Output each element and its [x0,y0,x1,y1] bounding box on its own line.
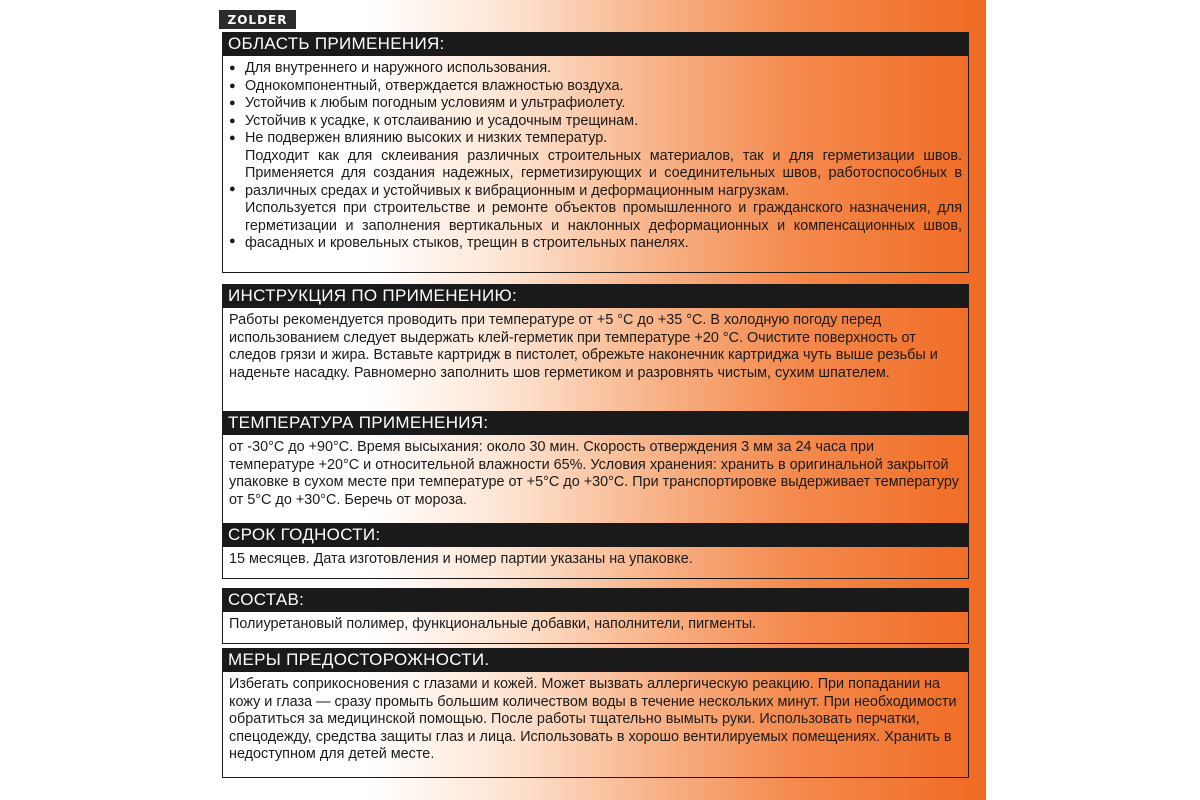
list-item: ● Для внутреннего и наружного использования. [229,60,962,78]
section-title: ТЕМПЕРАТУРА ПРИМЕНЕНИЯ: [222,411,969,435]
section-text: Полиуретановый полимер, функциональные добавки, наполнители, пигменты. [229,616,757,632]
section-body [222,672,969,778]
section-temperature [222,411,969,524]
list-item: ● Однокомпонентный, отверждается влажностью воздуха. [229,78,962,96]
section-body [222,612,969,644]
section-application-area [222,32,969,273]
section-text: Работы рекомендуется проводить при температуре от +5 °C до +35 °C. В холодную погоду перед использованием следует выдержать клей-герметик при температуре +20 °C. Очистите поверхность от следов грязи и жира. Вставьте картридж в пистолет, обрежьте наконечник картриджа чуть выше резьбы и наденьте насадку. Равномерно заполнить шов герметиком и разровнять чистым, сухим шпателем. [229,312,938,381]
list-item: ● Не подвержен влиянию высоких и низких температур. [229,130,962,148]
section-title: ИНСТРУКЦИЯ ПО ПРИМЕНЕНИЮ: [222,284,969,308]
section-body [222,547,969,579]
section-body [222,308,969,414]
section-title: МЕРЫ ПРЕДОСТОРОЖНОСТИ. [222,648,969,672]
brand-logo: ZOLDER [219,10,296,29]
section-text: Избегать соприкосновения с глазами и кожей. Может вызвать аллергическую реакцию. При попадании на кожу и глаза — сразу промыть большим количеством воды в течение нескольких минут. При необходимости обратиться за медицинской помощью. После работы тщательно вымыть руки. Использовать перчатки, спецодежду, средства защиты глаз и лица. Использовать в хорошо вентилируемых помещениях. Хранить в недоступном для детей месте. [229,676,957,762]
section-body [222,56,969,273]
section-title: СОСТАВ: [222,588,969,612]
bullet-list [229,60,962,253]
section-shelf-life [222,523,969,579]
list-item: ● Устойчив к усадке, к отслаиванию и усадочным трещинам. [229,113,962,131]
list-item: ● Используется при строительстве и ремонте объектов промышленного и гражданского назначения, для герметизации и заполнения вертикальных и наклонных деформационных и компенсационных швов, фасадных и кровельных стыков, трещин в строительных панелях. [229,200,962,253]
list-item: ● Подходит как для склеивания различных строительных материалов, так и для герметизации швов. Применяется для создания надежных, герметизирующих и соединительных швов, работоспособных в различных средах и устойчивых к вибрационным и деформационным нагрузкам. [229,148,962,201]
section-title: СРОК ГОДНОСТИ: [222,523,969,547]
section-instructions [222,284,969,414]
section-body [222,435,969,524]
list-item: ● Устойчив к любым погодным условиям и ультрафиолету. [229,95,962,113]
section-text: от -30°C до +90°C. Время высыхания: около 30 мин. Скорость отверждения 3 мм за 24 часа при температуре +20°C и относительной влажности 65%. Условия хранения: хранить в оригинальной закрытой упаковке в сухом месте при температуре от +5°C до +30°C. При транспортировке выдерживает температуру от 5°C до +30°C. Беречь от мороза. [229,439,959,508]
section-composition [222,588,969,644]
section-text: 15 месяцев. Дата изготовления и номер партии указаны на упаковке. [229,551,693,567]
section-title: ОБЛАСТЬ ПРИМЕНЕНИЯ: [222,32,969,56]
section-precautions [222,648,969,778]
